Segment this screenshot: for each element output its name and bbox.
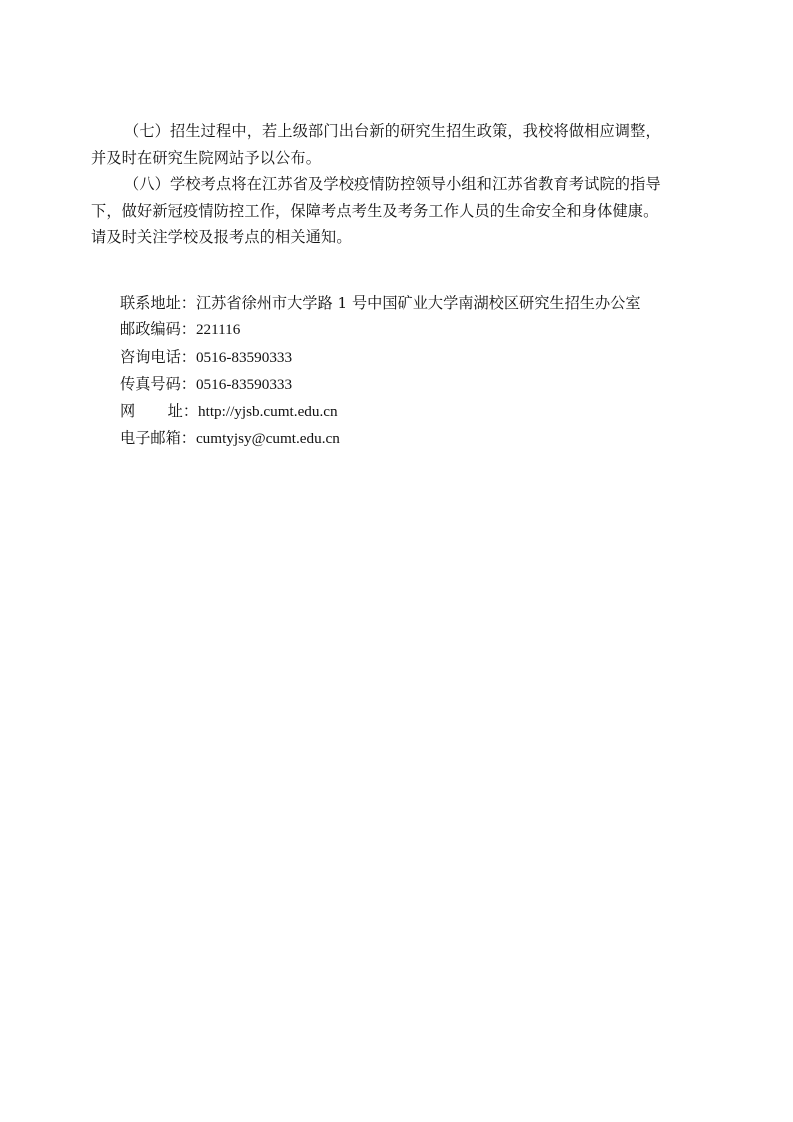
phone-value: 0516-83590333 xyxy=(195,348,293,366)
fax-value: 0516-83590333 xyxy=(195,375,293,393)
phone-label: 咨询电话： xyxy=(120,347,196,366)
address-value: 江苏省徐州市大学路 1 号中国矿业大学南湖校区研究生招生办公室 xyxy=(195,294,641,312)
contact-postcode-row xyxy=(120,316,641,343)
email-label: 电子邮箱： xyxy=(120,429,196,448)
contact-info xyxy=(120,290,641,453)
website-label xyxy=(120,398,198,424)
paragraph-seven xyxy=(91,118,697,171)
address-label: 联系地址： xyxy=(120,294,196,312)
website-link[interactable]: http://yjsb.cumt.edu.cn xyxy=(198,403,338,421)
email-link[interactable]: cumtyjsy@cumt.edu.cn xyxy=(195,430,340,448)
paragraph-eight-line-3: 请及时关注学校及报考点的相关通知。 xyxy=(91,228,352,246)
contact-email-row xyxy=(120,425,641,452)
paragraph-eight-line-1: （八）学校考点将在江苏省及学校疫情防控领导小组和江苏省教育考试院的指导 xyxy=(124,175,661,193)
paragraph-eight-line-2: 下，做好新冠疫情防控工作，保障考点考生及考务工作人员的生命安全和身体健康。 xyxy=(91,201,659,220)
contact-phone-row xyxy=(120,344,641,371)
postcode-label: 邮政编码： xyxy=(120,320,196,339)
website-label-char-2: 址： xyxy=(167,402,198,421)
contact-address-row xyxy=(120,290,641,316)
paragraph-eight xyxy=(91,171,697,251)
postcode-value: 221116 xyxy=(195,321,241,339)
website-label-char-1: 网 xyxy=(120,402,136,421)
paragraph-seven-line-2: 并及时在研究生院网站予以公布。 xyxy=(91,148,322,167)
paragraph-seven-line-1: （七）招生过程中，若上级部门出台新的研究生招生政策，我校将做相应调整， xyxy=(124,122,661,140)
fax-label: 传真号码： xyxy=(120,374,196,393)
contact-website-row xyxy=(120,398,641,425)
contact-fax-row xyxy=(120,371,641,398)
notice-body xyxy=(91,118,697,251)
